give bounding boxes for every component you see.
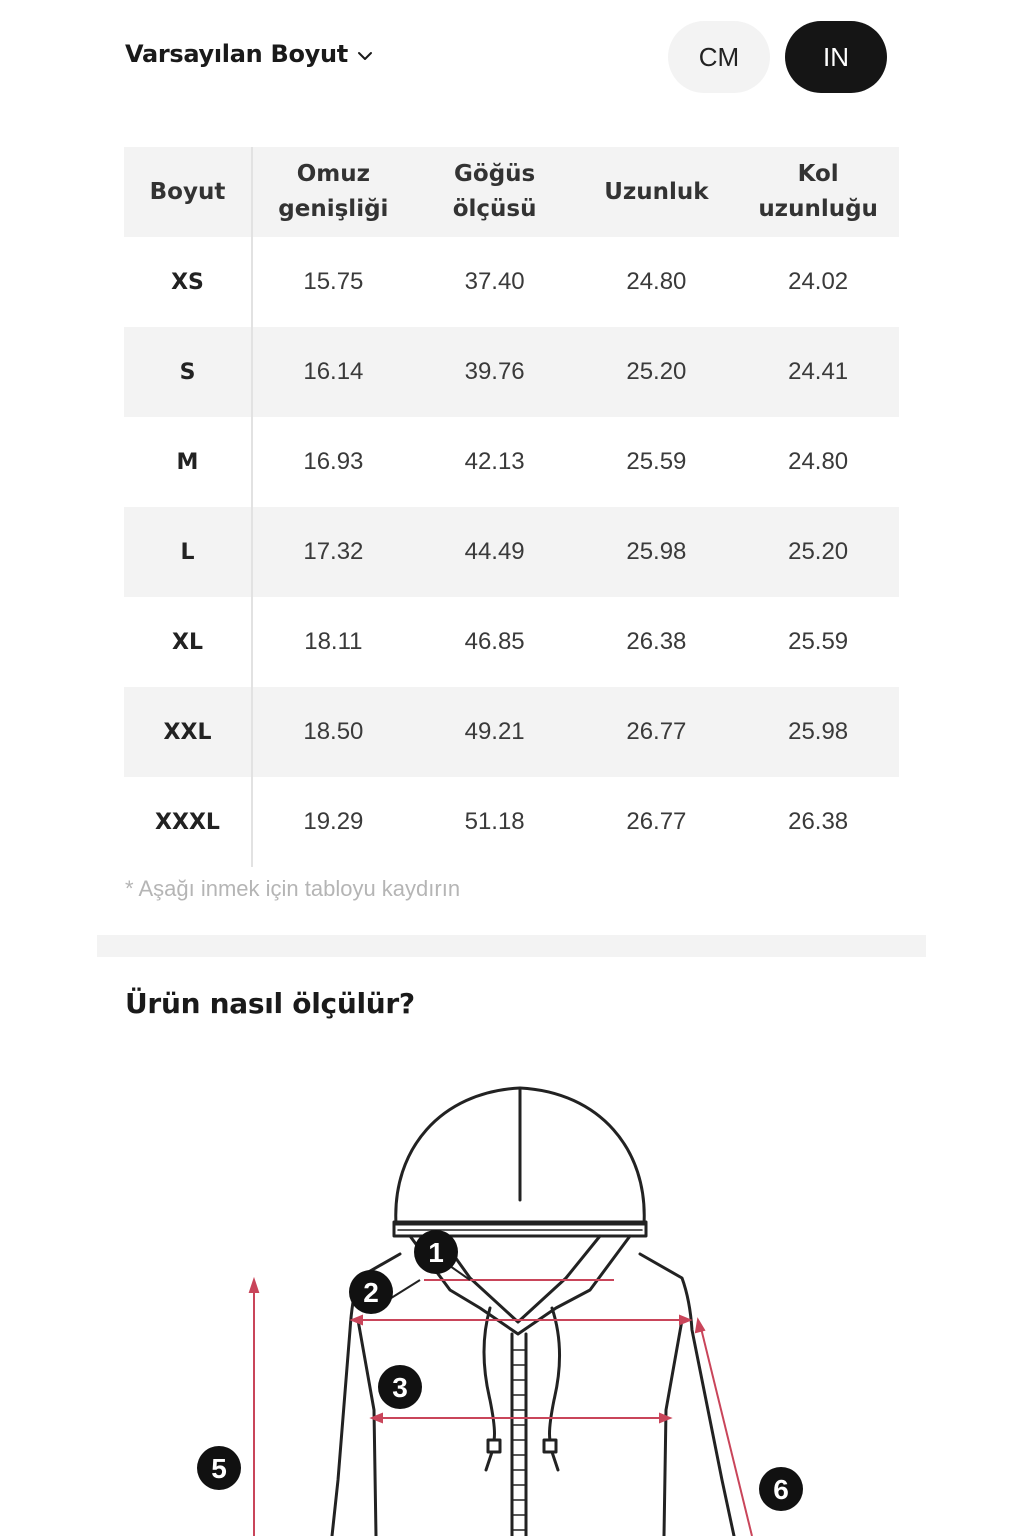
cell-chest: 44.49 <box>464 538 525 565</box>
svg-text:6: 6 <box>773 1474 789 1505</box>
cell-length: 26.77 <box>626 718 687 745</box>
table-row <box>124 687 899 777</box>
unit-cm-button[interactable]: CM <box>668 21 770 93</box>
cell-chest: 46.85 <box>464 628 525 655</box>
cell-shoulder: 17.32 <box>303 538 364 565</box>
marker-2 <box>349 1270 393 1314</box>
cell-length: 25.59 <box>626 448 687 475</box>
default-size-label: Varsayılan Boyut <box>125 40 348 68</box>
table-header-row <box>124 147 899 237</box>
header-shoulder-width: Omuz genişliği <box>278 161 389 222</box>
cell-shoulder: 19.29 <box>303 808 364 835</box>
cell-sleeve: 26.38 <box>788 808 849 835</box>
cell-length: 25.98 <box>626 538 687 565</box>
cell-sleeve: 24.80 <box>788 448 849 475</box>
default-size-dropdown[interactable] <box>125 40 374 68</box>
svg-text:2: 2 <box>363 1277 379 1308</box>
header-sleeve-length: Kol uzunluğu <box>758 161 878 222</box>
header-size: Boyut <box>124 147 252 237</box>
cell-chest: 49.21 <box>464 718 525 745</box>
table-row <box>124 597 899 687</box>
cell-chest: 42.13 <box>464 448 525 475</box>
cell-sleeve: 25.98 <box>788 718 849 745</box>
cell-size: L <box>124 507 252 597</box>
table-row <box>124 417 899 507</box>
size-table <box>124 147 900 867</box>
cell-sleeve: 25.59 <box>788 628 849 655</box>
cell-size: XXXL <box>124 777 252 867</box>
cell-size: XXL <box>124 687 252 777</box>
scroll-hint: * Aşağı inmek için tabloyu kaydırın <box>125 876 461 901</box>
chevron-down-icon <box>356 47 374 65</box>
marker-5 <box>197 1446 241 1490</box>
cell-sleeve: 24.41 <box>788 358 849 385</box>
cell-length: 26.38 <box>626 628 687 655</box>
svg-text:3: 3 <box>392 1372 408 1403</box>
cell-shoulder: 16.14 <box>303 358 364 385</box>
cell-size: XS <box>124 237 252 327</box>
unit-in-button[interactable]: IN <box>785 21 887 93</box>
table-row <box>124 327 899 417</box>
cell-chest: 37.40 <box>464 268 525 295</box>
marker-3 <box>378 1365 422 1409</box>
table-row <box>124 507 899 597</box>
header-length: Uzunluk <box>604 178 709 205</box>
table-row <box>124 777 899 867</box>
cell-shoulder: 15.75 <box>303 268 364 295</box>
cell-shoulder: 18.50 <box>303 718 364 745</box>
header-chest: Göğüs ölçüsü <box>452 161 537 222</box>
cell-chest: 51.18 <box>464 808 525 835</box>
table-row <box>124 237 899 327</box>
cell-sleeve: 25.20 <box>788 538 849 565</box>
cell-length: 26.77 <box>626 808 687 835</box>
cell-sleeve: 24.02 <box>788 268 849 295</box>
size-table-scroll[interactable] <box>124 147 900 867</box>
marker-6 <box>759 1467 803 1511</box>
cell-length: 24.80 <box>626 268 687 295</box>
hoodie-measure-diagram <box>0 1040 1024 1536</box>
svg-text:1: 1 <box>428 1237 444 1268</box>
cell-length: 25.20 <box>626 358 687 385</box>
size-chart-header <box>0 0 1024 115</box>
marker-1 <box>414 1230 458 1274</box>
cell-size: XL <box>124 597 252 687</box>
cell-shoulder: 16.93 <box>303 448 364 475</box>
cell-shoulder: 18.11 <box>304 628 363 655</box>
section-divider <box>97 935 926 957</box>
cell-chest: 39.76 <box>464 358 525 385</box>
cell-size: S <box>124 327 252 417</box>
how-to-measure-title: Ürün nasıl ölçülür? <box>125 987 415 1020</box>
svg-text:5: 5 <box>211 1453 227 1484</box>
cell-size: M <box>124 417 252 507</box>
